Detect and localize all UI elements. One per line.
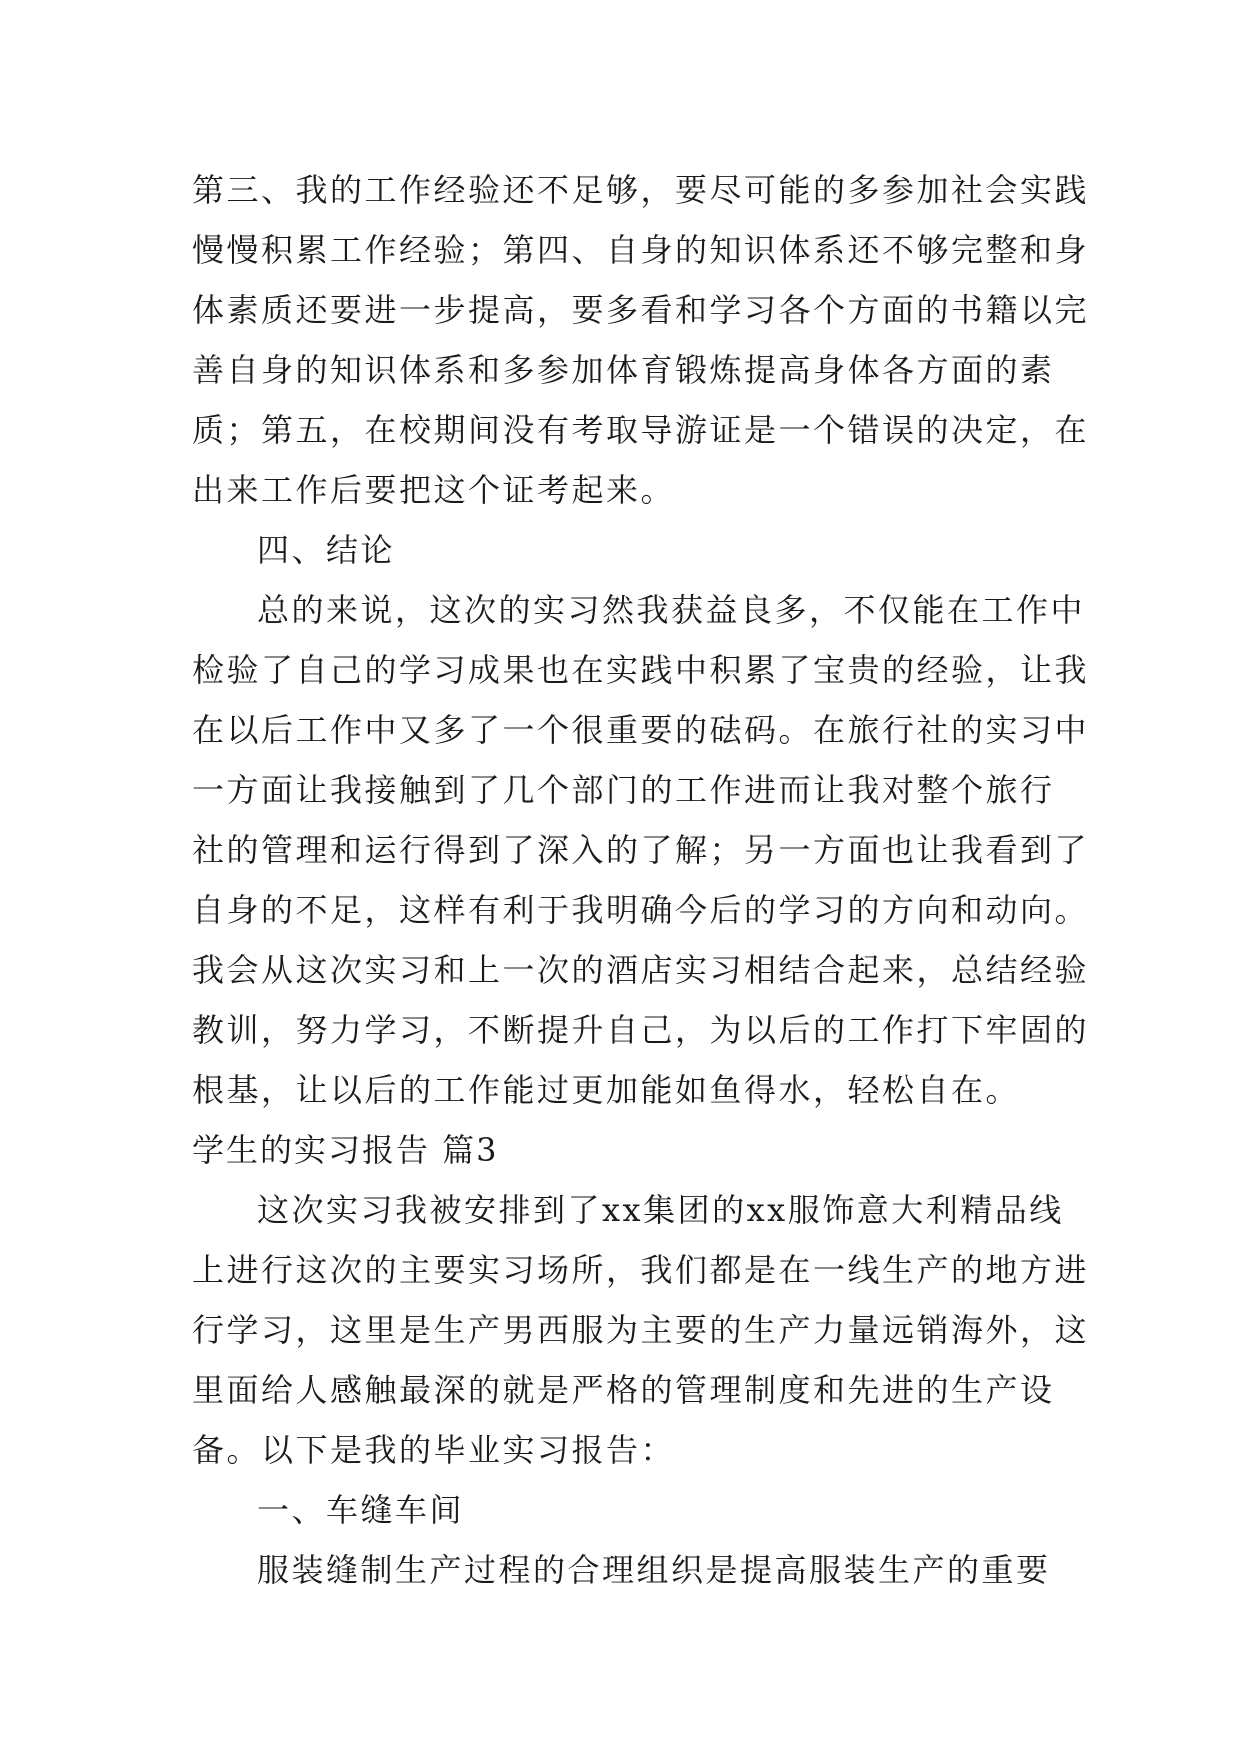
text-line: 质；第五，在校期间没有考取导游证是一个错误的决定，在 [192,411,1090,449]
text-line: 一方面让我接触到了几个部门的工作进而让我对整个旅行 [192,771,1055,809]
section-heading: 四、结论 [257,531,396,569]
text-line: 我会从这次实习和上一次的酒店实习相结合起来，总结经验 [192,951,1090,989]
text-line: 行学习，这里是生产男西服为主要的生产力量远销海外，这 [192,1311,1090,1349]
text-line: 第三、我的工作经验还不足够，要尽可能的多参加社会实践 [192,171,1090,209]
text-line: 社的管理和运行得到了深入的了解；另一方面也让我看到了 [192,831,1090,869]
section-heading: 一、车缝车间 [257,1491,465,1529]
article-title: 学生的实习报告 篇3 [192,1131,499,1169]
text-line: 服装缝制生产过程的合理组织是提高服装生产的重要 [257,1551,1051,1589]
document-body [192,160,1090,1600]
text-line: 这次实习我被安排到了xx集团的xx服饰意大利精品线 [257,1191,1064,1229]
text-line: 备。以下是我的毕业实习报告： [192,1431,676,1469]
text-line: 总的来说，这次的实习然我获益良多，不仅能在工作中 [257,591,1086,629]
text-line: 出来工作后要把这个证考起来。 [192,471,676,509]
text-line: 里面给人感触最深的就是严格的管理制度和先进的生产设 [192,1371,1055,1409]
text-line: 善自身的知识体系和多参加体育锻炼提高身体各方面的素 [192,351,1055,389]
text-line: 检验了自己的学习成果也在实践中积累了宝贵的经验，让我 [192,651,1090,689]
text-line: 慢慢积累工作经验；第四、自身的知识体系还不够完整和身 [192,231,1090,269]
text-line: 上进行这次的主要实习场所，我们都是在一线生产的地方进 [192,1251,1090,1289]
text-line: 体素质还要进一步提高，要多看和学习各个方面的书籍以完 [192,291,1090,329]
text-line: 教训，努力学习，不断提升自己，为以后的工作打下牢固的 [192,1011,1090,1049]
text-line: 在以后工作中又多了一个很重要的砝码。在旅行社的实习中 [192,711,1090,749]
text-line: 自身的不足，这样有利于我明确今后的学习的方向和动向。 [192,891,1090,929]
text-line: 根基，让以后的工作能过更加能如鱼得水，轻松自在。 [192,1071,1021,1109]
